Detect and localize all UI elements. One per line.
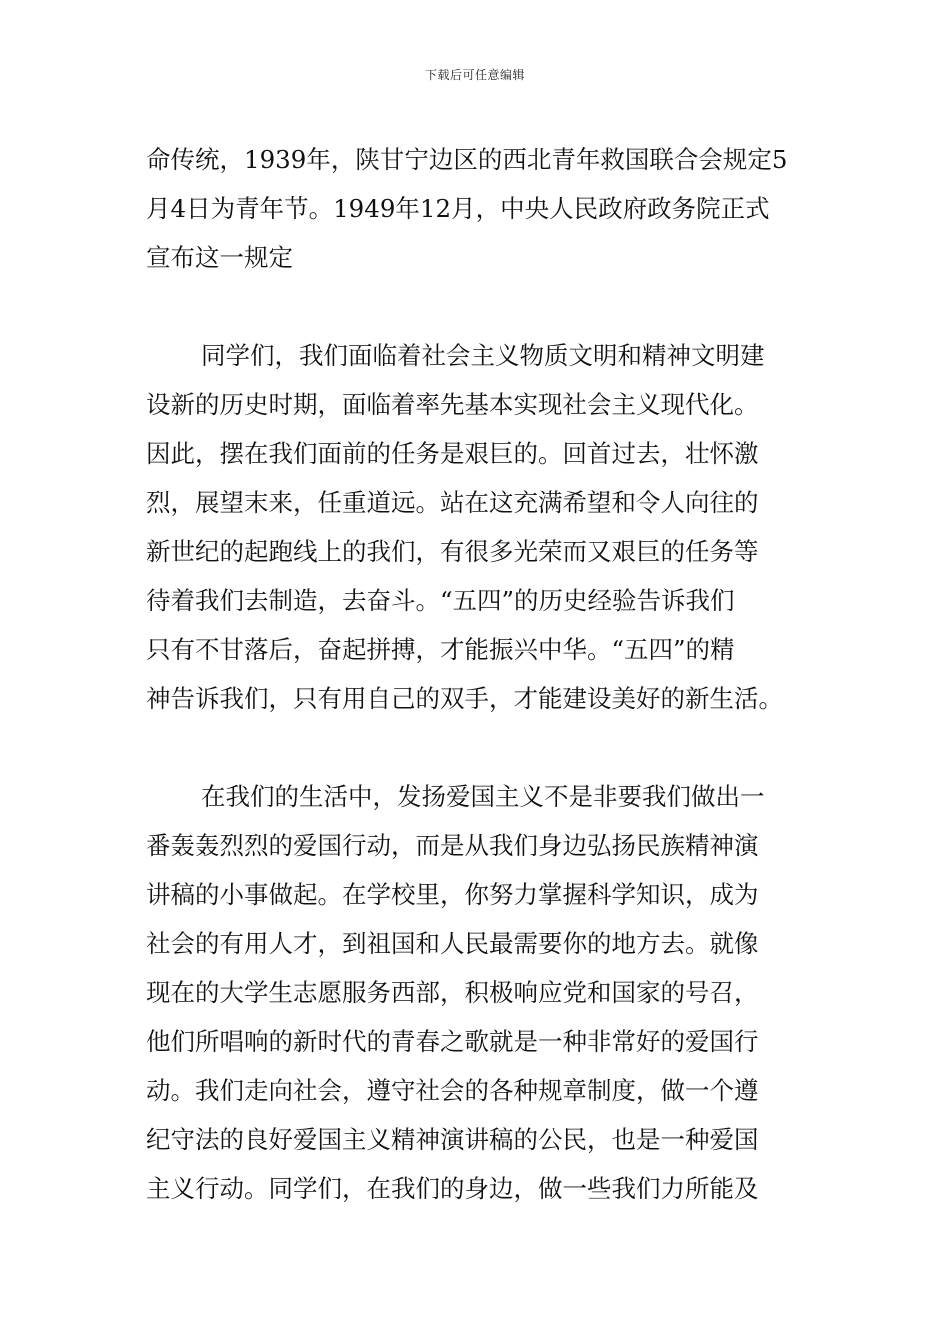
text-line: 他们所唱响的新时代的青春之歌就是一种非常好的爱国行	[146, 1027, 759, 1056]
text-line: 命传统，1939年，陕甘宁边区的西北青年救国联合会规定5	[146, 145, 788, 174]
paragraph-1	[146, 135, 806, 282]
text-line: 新世纪的起跑线上的我们，有很多光荣而又艰巨的任务等	[146, 537, 759, 566]
header-note: 下载后可任意编辑	[424, 68, 525, 82]
paragraph-3	[146, 772, 806, 1213]
text-line: 因此，摆在我们面前的任务是艰巨的。回首过去，壮怀激	[146, 439, 759, 468]
text-line: 在我们的生活中，发扬爱国主义不是非要我们做出一	[201, 782, 765, 811]
text-line: 只有不甘落后，奋起拼搏，才能振兴中华。“五四”的精	[146, 635, 735, 664]
body-text	[146, 135, 806, 1213]
text-line: 待着我们去制造，去奋斗。“五四”的历史经验告诉我们	[146, 586, 735, 615]
text-line: 主义行动。同学们，在我们的身边，做一些我们力所能及	[146, 1174, 759, 1203]
text-line: 动。我们走向社会，遵守社会的各种规章制度，做一个遵	[146, 1076, 759, 1105]
text-line: 月4日为青年节。1949年12月，中央人民政府政务院正式	[146, 194, 770, 223]
paragraph-gap	[146, 282, 806, 331]
text-line: 现在的大学生志愿服务西部，积极响应党和国家的号召，	[146, 978, 759, 1007]
text-line: 烈，展望末来，任重道远。站在这充满希望和令人向往的	[146, 488, 759, 517]
text-line: 神告诉我们，只有用自己的双手，才能建设美好的新生活。	[146, 684, 783, 713]
text-line: 宣布这一规定	[146, 243, 293, 272]
paragraph-gap	[146, 723, 806, 772]
text-line: 纪守法的良好爱国主义精神演讲稿的公民，也是一种爱国	[146, 1125, 759, 1154]
text-line: 讲稿的小事做起。在学校里，你努力掌握科学知识，成为	[146, 880, 759, 909]
text-line: 设新的历史时期，面临着率先基本实现社会主义现代化。	[146, 390, 759, 419]
text-line: 社会的有用人才，到祖国和人民最需要你的地方去。就像	[146, 929, 759, 958]
paragraph-2	[146, 331, 806, 723]
text-line: 番轰轰烈烈的爱国行动，而是从我们身边弘扬民族精神演	[146, 831, 759, 860]
text-line: 同学们，我们面临着社会主义物质文明和精神文明建	[201, 341, 765, 370]
